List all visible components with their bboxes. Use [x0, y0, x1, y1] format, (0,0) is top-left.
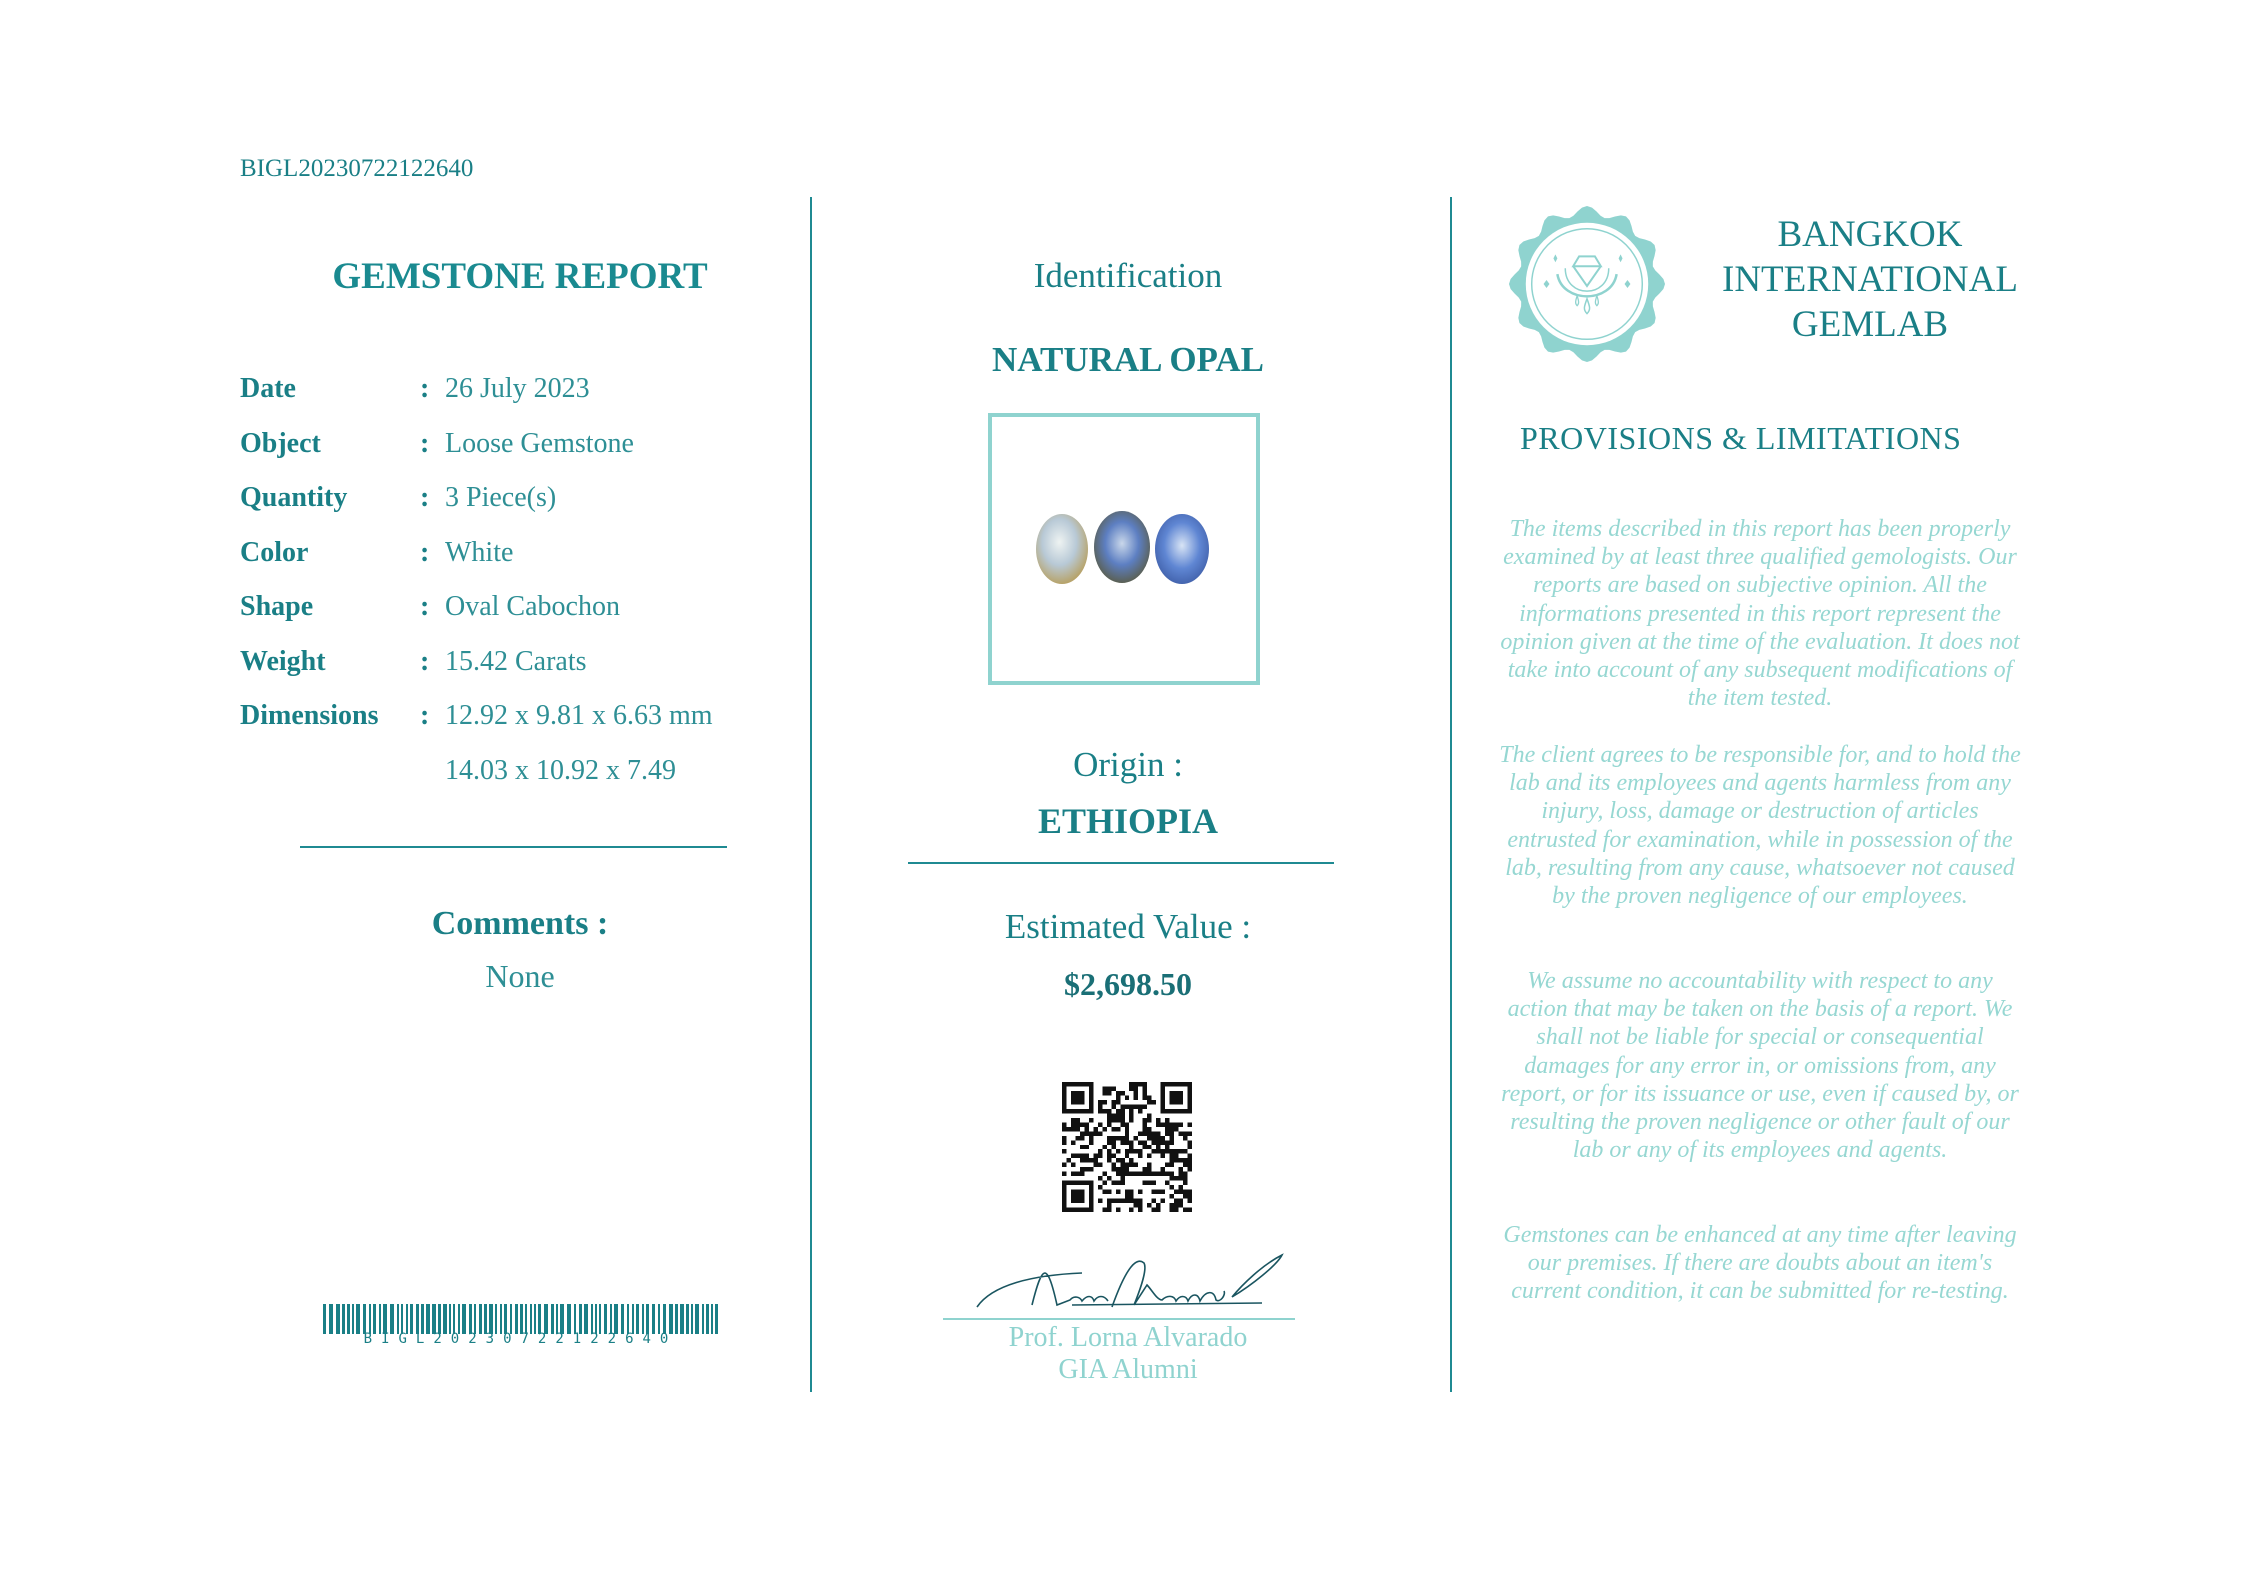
gemstone-photo-frame — [988, 413, 1260, 685]
comments-label: Comments : — [431, 905, 609, 942]
comments-value: None — [485, 958, 555, 994]
field-label: Shape — [240, 591, 314, 622]
field-label: Weight — [240, 646, 326, 677]
field-value: Oval Cabochon — [445, 591, 620, 622]
estimated-value: $2,698.50 — [1064, 966, 1192, 1002]
left-divider-line — [300, 846, 727, 848]
field-colon: : — [420, 646, 430, 677]
opal-stone-3 — [1155, 514, 1209, 584]
provisions-paragraph-4: Gemstones can be enhanced at any time after leaving our premises. If there are doubts about an item's current condition, it can be submitted for re-testing. — [1503, 1222, 2017, 1305]
gemstone-photo — [992, 417, 1256, 681]
dimensions-second-line: 14.03 x 10.92 x 7.49 — [445, 755, 676, 786]
barcode-text: BIGL20230722122640 — [363, 1331, 678, 1347]
field-label: Dimensions — [240, 700, 379, 731]
qr-code-icon[interactable] — [1062, 1082, 1192, 1212]
field-value: White — [445, 537, 514, 568]
identification-label: Identification — [1033, 256, 1223, 295]
barcode-icon — [323, 1304, 718, 1334]
field-value: Loose Gemstone — [445, 428, 634, 459]
column-divider-right — [1450, 197, 1452, 1392]
provisions-paragraph-3: We assume no accountability with respect to any action that may be taken on the basis of a report. We shall not be liable for special or consequential damages for any error in, or omissions from, any report, or for its issuance or use, even if caused by, or resulting the proven negligence or other fault of our lab or any of its employees and agents. — [1501, 968, 2019, 1164]
field-colon: : — [420, 373, 430, 404]
field-label: Object — [240, 428, 321, 459]
lab-seal-icon — [1508, 205, 1666, 363]
signer-block — [808, 1322, 1448, 1386]
signature-line — [943, 1318, 1295, 1320]
lab-name-line-1: BANGKOK — [1777, 214, 1963, 255]
field-colon: : — [420, 591, 430, 622]
middle-divider-line — [908, 862, 1334, 864]
origin-label: Origin : — [1073, 745, 1183, 784]
report-title: GEMSTONE REPORT — [332, 256, 708, 297]
provisions-title: PROVISIONS & LIMITATIONS — [1520, 420, 1962, 456]
field-value: 15.42 Carats — [445, 646, 587, 677]
field-colon: : — [420, 700, 430, 731]
signature-image — [962, 1245, 1292, 1320]
species-name: NATURAL OPAL — [992, 340, 1264, 379]
field-label: Date — [240, 373, 296, 404]
lab-name — [1700, 212, 2040, 347]
opal-stone-1 — [1036, 514, 1088, 584]
provisions-paragraph-2: The client agrees to be responsible for, and to hold the lab and its employees and agents harmless from any injury, loss, damage or destruction of articles entrusted for examination, while in possession of the lab, resulting from any cause, whatsoever not caused by the proven negligence of our employees. — [1499, 742, 2021, 910]
origin-value: ETHIOPIA — [1037, 801, 1219, 841]
lab-name-line-3: GEMLAB — [1791, 304, 1949, 345]
report-number: BIGL20230722122640 — [240, 155, 474, 182]
field-value: 3 Piece(s) — [445, 482, 557, 513]
field-value: 26 July 2023 — [445, 373, 590, 404]
field-colon: : — [420, 537, 430, 568]
field-label: Quantity — [240, 482, 348, 513]
signer-title: GIA Alumni — [1058, 1354, 1198, 1385]
provisions-paragraph-1: The items described in this report has been properly examined by at least three qualified gemologists. Our reports are based on subjective opinion. All the informations presented in this report represent the opinion given at the time of the evaluation. It does not take into account of any subsequent modifications of the item tested. — [1500, 516, 2020, 712]
opal-stone-2 — [1094, 511, 1150, 583]
field-label: Color — [240, 537, 309, 568]
field-colon: : — [420, 482, 430, 513]
signer-name: Prof. Lorna Alvarado — [1008, 1322, 1248, 1353]
field-value: 12.92 x 9.81 x 6.63 mm — [445, 700, 713, 731]
field-colon: : — [420, 428, 430, 459]
estimated-value-label: Estimated Value : — [1004, 907, 1252, 946]
lab-name-line-2: INTERNATIONAL — [1722, 259, 2018, 300]
